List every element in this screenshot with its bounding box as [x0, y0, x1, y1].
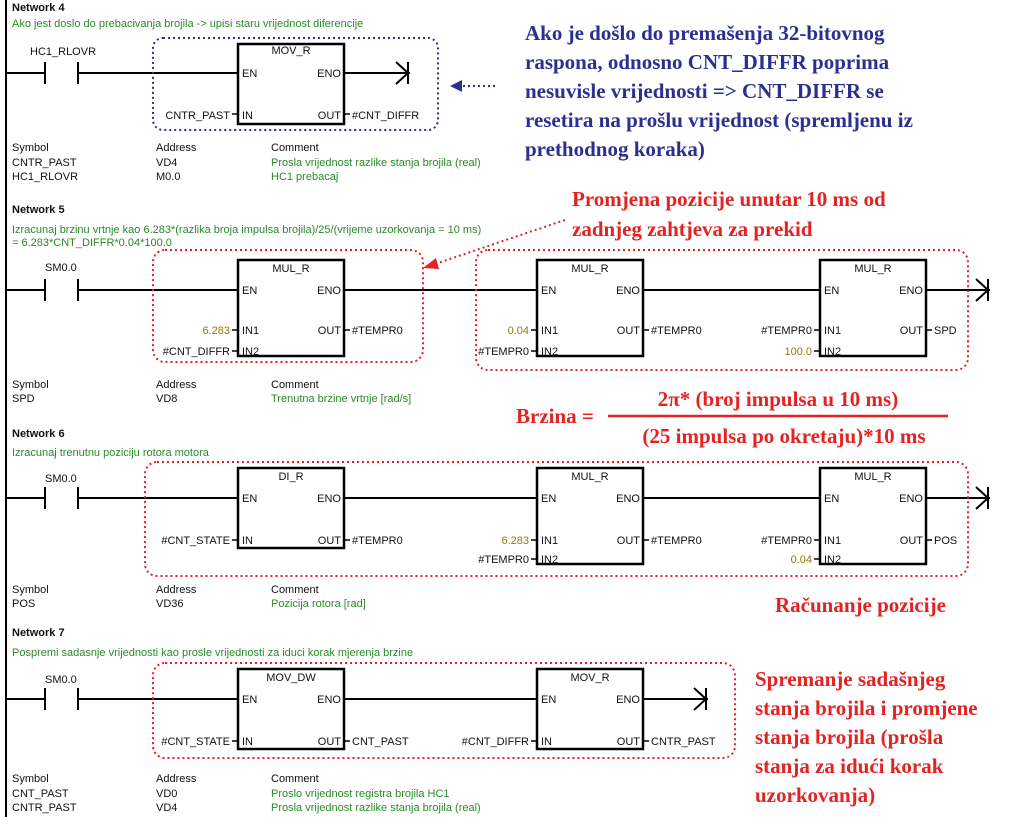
network-comment: Ako jest doslo do prebacivanja brojila -> upisi staru vrijednost diferencije	[12, 18, 364, 30]
pin-en: EN	[541, 285, 557, 297]
pin-in2: IN2	[824, 346, 842, 358]
pin-in2: IN2	[824, 554, 842, 566]
comment-cell: Pozicija rotora [rad]	[271, 598, 366, 610]
pin-out: OUT	[317, 736, 341, 748]
pin-en: EN	[242, 694, 258, 706]
pin-en: EN	[824, 285, 840, 297]
box-title: MUL_R	[854, 263, 892, 275]
in2-operand: #CNT_DIFFR	[162, 346, 230, 358]
address-cell: VD8	[156, 393, 178, 405]
annotation-line: nesuvisle vrijednosti => CNT_DIFFR se	[525, 79, 884, 103]
symbol-cell: CNT_PAST	[12, 788, 69, 800]
annotation-storing	[755, 667, 978, 807]
pin-out: OUT	[616, 325, 640, 337]
contact-label: SM0.0	[45, 674, 77, 686]
annotation-line: stanja za idući korak	[755, 754, 944, 778]
address-header: Address	[156, 584, 197, 596]
network-title: Network 7	[12, 627, 65, 639]
annotation-position-change	[423, 187, 886, 269]
box-title: MUL_R	[272, 263, 310, 275]
address-header: Address	[156, 142, 197, 154]
comment-cell: Proslo vrijednost registra brojila HC1	[271, 788, 450, 800]
symbol-header: Symbol	[12, 142, 49, 154]
in2-operand: 100.0	[784, 346, 812, 358]
annotation-line: Promjena pozicije unutar 10 ms od	[572, 187, 886, 211]
symbol-cell: CNTR_PAST	[12, 157, 77, 169]
out-operand: #TEMPR0	[352, 535, 403, 547]
in2-operand: #TEMPR0	[478, 346, 529, 358]
pin-in2: IN2	[541, 346, 559, 358]
annotation-line: stanja brojila (prošla	[755, 725, 944, 749]
comment-cell: Trenutna brzine vrtnje [rad/s]	[271, 393, 412, 405]
pin-in1: IN1	[541, 535, 559, 547]
pin-eno: ENO	[899, 493, 923, 505]
pin-out: OUT	[899, 325, 923, 337]
symbol-cell: POS	[12, 598, 36, 610]
pin-in: IN	[242, 110, 253, 122]
network-comment-line2: = 6.283*CNT_DIFFR*0.04*100.0	[12, 237, 172, 249]
pin-eno: ENO	[317, 493, 341, 505]
in-operand: #CNT_DIFFR	[461, 736, 529, 748]
in-operand: CNTR_PAST	[165, 110, 230, 122]
pin-eno: ENO	[317, 285, 341, 297]
symbol-header: Symbol	[12, 773, 49, 785]
pin-eno: ENO	[616, 285, 640, 297]
out-operand: #TEMPR0	[651, 535, 702, 547]
in1-operand: 0.04	[507, 325, 529, 337]
pin-en: EN	[242, 493, 258, 505]
arrow-left-icon	[450, 80, 462, 92]
in1-operand: #TEMPR0	[761, 325, 812, 337]
pin-en: EN	[242, 285, 258, 297]
pin-en: EN	[242, 68, 258, 80]
out-operand: CNT_PAST	[352, 736, 409, 748]
pin-en: EN	[824, 493, 840, 505]
in-operand: #CNT_STATE	[161, 535, 230, 547]
out-operand: CNTR_PAST	[651, 736, 716, 748]
network-title: Network 4	[12, 2, 65, 14]
symbol-cell: CNTR_PAST	[12, 802, 77, 814]
network-4	[6, 2, 481, 183]
comment-header: Comment	[271, 584, 319, 596]
pin-en: EN	[541, 694, 557, 706]
network-comment: Pospremi sadasnje vrijednosti kao prosle vrijednosti za iduci korak mjerenja brzine	[12, 647, 414, 659]
comment-cell: HC1 prebacaj	[271, 171, 339, 183]
network-title: Network 5	[12, 204, 65, 216]
comment-cell: Prosla vrijednost razlike stanja brojila (real)	[271, 802, 481, 814]
pin-out: OUT	[317, 110, 341, 122]
box-title: MOV_DW	[266, 672, 316, 684]
formula-denominator: (25 impulsa po okretaju)*10 ms	[642, 424, 926, 448]
symbol-header: Symbol	[12, 379, 49, 391]
address-cell: M0.0	[156, 171, 181, 183]
address-cell: VD4	[156, 157, 178, 169]
comment-header: Comment	[271, 379, 319, 391]
pin-in: IN	[242, 736, 253, 748]
pin-out: OUT	[899, 535, 923, 547]
contact	[45, 688, 78, 710]
pin-in1: IN1	[824, 535, 842, 547]
annotation-overflow	[450, 21, 913, 161]
symbol-cell: SPD	[12, 393, 35, 405]
pin-in1: IN1	[824, 325, 842, 337]
address-header: Address	[156, 773, 197, 785]
out-operand: POS	[934, 535, 958, 547]
formula-numerator: 2π* (broj impulsa u 10 ms)	[657, 387, 899, 411]
box-title: MOV_R	[271, 45, 311, 57]
symbol-header: Symbol	[12, 584, 49, 596]
comment-header: Comment	[271, 773, 319, 785]
in1-operand: 6.283	[501, 535, 529, 547]
network-title: Network 6	[12, 428, 65, 440]
contact	[45, 487, 78, 509]
speed-formula	[516, 387, 948, 448]
box-title: MUL_R	[854, 471, 892, 483]
in-operand: #CNT_STATE	[161, 736, 230, 748]
pin-eno: ENO	[317, 68, 341, 80]
annotation-line: uzorkovanja)	[755, 783, 876, 807]
network-6	[6, 428, 990, 610]
address-cell: VD36	[156, 598, 184, 610]
pin-en: EN	[541, 493, 557, 505]
pin-eno: ENO	[616, 694, 640, 706]
pin-in: IN	[541, 736, 552, 748]
address-cell: VD0	[156, 788, 178, 800]
out-operand: #CNT_DIFFR	[352, 110, 420, 122]
contact	[45, 62, 78, 84]
pin-in: IN	[242, 535, 253, 547]
annotation-position-calc: Računanje pozicije	[775, 593, 946, 617]
pin-eno: ENO	[616, 493, 640, 505]
formula-label: Brzina =	[516, 404, 594, 428]
comment-cell: Prosla vrijednost razlike stanja brojila (real)	[271, 157, 481, 169]
box-title: MUL_R	[571, 471, 609, 483]
annotation-line: Ako je došlo do premašenja 32-bitovnog	[525, 21, 885, 45]
contact-label: SM0.0	[45, 262, 77, 274]
annotation-line: raspona, odnosno CNT_DIFFR poprima	[525, 50, 890, 74]
pin-out: OUT	[317, 535, 341, 547]
in1-operand: 6.283	[202, 325, 230, 337]
box-title: DI_R	[278, 471, 304, 483]
pin-in2: IN2	[242, 346, 260, 358]
out-operand: #TEMPR0	[651, 325, 702, 337]
pin-in1: IN1	[541, 325, 559, 337]
annotation-line: zadnjeg zahtjeva za prekid	[572, 217, 813, 241]
annotation-line: prethodnog koraka)	[525, 137, 705, 161]
arrow-icon	[423, 258, 439, 269]
box-title: MUL_R	[571, 263, 609, 275]
pin-in1: IN1	[242, 325, 260, 337]
contact	[45, 279, 78, 301]
pin-out: OUT	[317, 325, 341, 337]
network-7	[6, 627, 735, 814]
address-cell: VD4	[156, 802, 178, 814]
contact-label: HC1_RLOVR	[30, 46, 97, 58]
pin-out: OUT	[616, 736, 640, 748]
out-operand: #TEMPR0	[352, 325, 403, 337]
address-header: Address	[156, 379, 197, 391]
contact-label: SM0.0	[45, 473, 77, 485]
annotation-line: Spremanje sadašnjeg	[755, 667, 946, 691]
pin-eno: ENO	[317, 694, 341, 706]
annotation-line: resetira na prošlu vrijednost (spremljenu iz	[525, 108, 913, 132]
comment-header: Comment	[271, 142, 319, 154]
in1-operand: #TEMPR0	[761, 535, 812, 547]
pin-in2: IN2	[541, 554, 559, 566]
annotation-line: stanja brojila i promjene	[755, 696, 978, 720]
box-title: MOV_R	[570, 672, 610, 684]
symbol-cell: HC1_RLOVR	[12, 171, 79, 183]
network-comment: Izracunaj brzinu vrtnje kao 6.283*(razlika broja impulsa brojila)/25/(vrijeme uzorkovanja = 10 ms)	[12, 224, 482, 236]
network-5	[6, 204, 990, 405]
pin-out: OUT	[616, 535, 640, 547]
in2-operand: 0.04	[790, 554, 812, 566]
out-operand: SPD	[934, 325, 957, 337]
in2-operand: #TEMPR0	[478, 554, 529, 566]
network-comment: Izracunaj trenutnu poziciju rotora motora	[12, 447, 209, 459]
pin-eno: ENO	[899, 285, 923, 297]
